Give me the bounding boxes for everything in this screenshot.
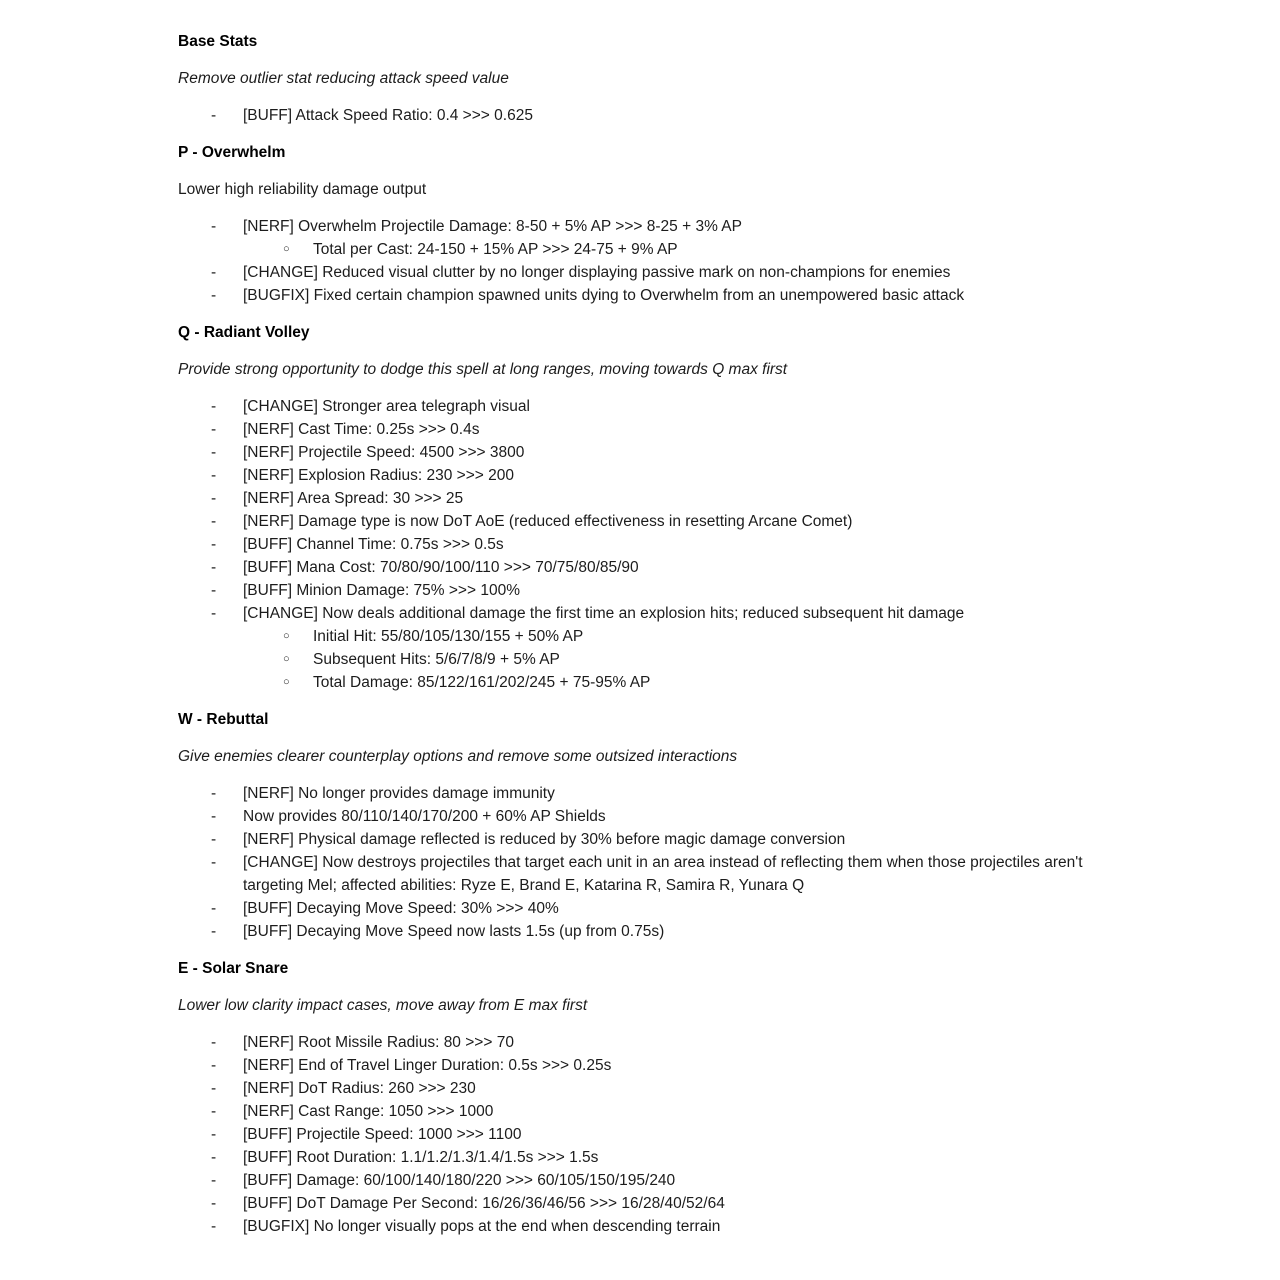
change-item	[211, 920, 1130, 943]
change-item	[211, 533, 1130, 556]
change-item	[211, 418, 1130, 441]
dash-bullet-icon: -	[211, 398, 217, 415]
change-text: [CHANGE] Reduced visual clutter by no longer displaying passive mark on non-champions for enemies	[243, 264, 951, 281]
sub-change-item	[283, 671, 1130, 694]
section-description: Lower high reliability damage output	[178, 181, 427, 198]
change-text: [BUGFIX] Fixed certain champion spawned units dying to Overwhelm from an unempowered basic attack	[243, 287, 965, 304]
change-item	[211, 104, 1130, 127]
patch-section	[178, 30, 1130, 127]
dash-bullet-icon: -	[211, 218, 217, 235]
change-item	[211, 782, 1130, 805]
change-text: [BUFF] Minion Damage: 75% >>> 100%	[243, 582, 520, 599]
change-text: [NERF] Projectile Speed: 4500 >>> 3800	[243, 444, 525, 461]
sub-change-text: Total per Cast: 24-150 + 15% AP >>> 24-75 + 9% AP	[313, 241, 678, 258]
dash-bullet-icon: -	[211, 1172, 217, 1189]
change-item	[211, 510, 1130, 533]
change-text: [NERF] Area Spread: 30 >>> 25	[243, 490, 464, 507]
section-description: Provide strong opportunity to dodge this spell at long ranges, moving towards Q max first	[178, 361, 788, 378]
change-text: [CHANGE] Stronger area telegraph visual	[243, 398, 530, 415]
dash-bullet-icon: -	[211, 490, 217, 507]
dash-bullet-icon: -	[211, 467, 217, 484]
section-heading: E - Solar Snare	[178, 960, 289, 977]
dash-bullet-icon: -	[211, 831, 217, 848]
sub-change-text: Total Damage: 85/122/161/202/245 + 75-95% AP	[313, 674, 651, 691]
dash-bullet-icon: -	[211, 582, 217, 599]
change-text: [NERF] Damage type is now DoT AoE (reduced effectiveness in resetting Arcane Comet)	[243, 513, 853, 530]
section-description: Lower low clarity impact cases, move away from E max first	[178, 997, 588, 1014]
change-item	[211, 851, 1130, 897]
dash-bullet-icon: -	[211, 287, 217, 304]
dash-bullet-icon: -	[211, 536, 217, 553]
dash-bullet-icon: -	[211, 559, 217, 576]
change-text: [NERF] Cast Range: 1050 >>> 1000	[243, 1103, 494, 1120]
dash-bullet-icon: -	[211, 444, 217, 461]
sub-bullet-list	[243, 625, 1130, 694]
dash-bullet-icon: -	[211, 1195, 217, 1212]
change-text: [CHANGE] Now deals additional damage the first time an explosion hits; reduced subsequent hit damage	[243, 605, 965, 622]
dash-bullet-icon: -	[211, 1080, 217, 1097]
section-description: Remove outlier stat reducing attack speed value	[178, 70, 509, 87]
change-item	[211, 261, 1130, 284]
circle-bullet-icon: ○	[283, 630, 290, 642]
sub-change-item	[283, 625, 1130, 648]
change-item	[211, 1169, 1130, 1192]
change-text: [BUGFIX] No longer visually pops at the end when descending terrain	[243, 1218, 721, 1235]
change-text: [BUFF] Decaying Move Speed: 30% >>> 40%	[243, 900, 559, 917]
dash-bullet-icon: -	[211, 1149, 217, 1166]
bullet-list	[178, 215, 1130, 307]
section-heading: P - Overwhelm	[178, 144, 286, 161]
change-text: [BUFF] Root Duration: 1.1/1.2/1.3/1.4/1.5s >>> 1.5s	[243, 1149, 599, 1166]
change-text: [BUFF] DoT Damage Per Second: 16/26/36/46/56 >>> 16/28/40/52/64	[243, 1195, 725, 1212]
change-item	[211, 1100, 1130, 1123]
change-text: [NERF] Physical damage reflected is reduced by 30% before magic damage conversion	[243, 831, 846, 848]
change-item	[211, 487, 1130, 510]
change-item	[211, 464, 1130, 487]
change-item	[211, 897, 1130, 920]
change-item	[211, 1054, 1130, 1077]
dash-bullet-icon: -	[211, 785, 217, 802]
change-item	[211, 602, 1130, 694]
change-item	[211, 1146, 1130, 1169]
change-text: Now provides 80/110/140/170/200 + 60% AP Shields	[243, 808, 606, 825]
change-text: [BUFF] Channel Time: 0.75s >>> 0.5s	[243, 536, 504, 553]
change-text: [CHANGE] Now destroys projectiles that target each unit in an area instead of reflecting them when those projectiles aren't targeting Mel; affected abilities: Ryze E, Brand E, Katarina R, Samira R, Yunara Q	[243, 854, 1083, 894]
change-text: [BUFF] Mana Cost: 70/80/90/100/110 >>> 70/75/80/85/90	[243, 559, 639, 576]
dash-bullet-icon: -	[211, 1126, 217, 1143]
dash-bullet-icon: -	[211, 421, 217, 438]
dash-bullet-icon: -	[211, 808, 217, 825]
circle-bullet-icon: ○	[283, 653, 290, 665]
change-item	[211, 215, 1130, 261]
change-item	[211, 1192, 1130, 1215]
change-item	[211, 1031, 1130, 1054]
patch-section	[178, 957, 1130, 1238]
dash-bullet-icon: -	[211, 605, 217, 622]
circle-bullet-icon: ○	[283, 243, 290, 255]
change-item	[211, 556, 1130, 579]
dash-bullet-icon: -	[211, 513, 217, 530]
change-item	[211, 1077, 1130, 1100]
change-text: [NERF] End of Travel Linger Duration: 0.5s >>> 0.25s	[243, 1057, 612, 1074]
sub-bullet-list	[243, 238, 1130, 261]
dash-bullet-icon: -	[211, 1034, 217, 1051]
change-item	[211, 1123, 1130, 1146]
dash-bullet-icon: -	[211, 854, 217, 871]
change-text: [NERF] No longer provides damage immunity	[243, 785, 555, 802]
dash-bullet-icon: -	[211, 900, 217, 917]
change-text: [NERF] Overwhelm Projectile Damage: 8-50 + 5% AP >>> 8-25 + 3% AP	[243, 218, 742, 235]
change-text: [BUFF] Projectile Speed: 1000 >>> 1100	[243, 1126, 522, 1143]
change-text: [NERF] Root Missile Radius: 80 >>> 70	[243, 1034, 514, 1051]
change-text: [NERF] DoT Radius: 260 >>> 230	[243, 1080, 476, 1097]
dash-bullet-icon: -	[211, 923, 217, 940]
change-item	[211, 1215, 1130, 1238]
dash-bullet-icon: -	[211, 1103, 217, 1120]
change-text: [BUFF] Damage: 60/100/140/180/220 >>> 60/105/150/195/240	[243, 1172, 676, 1189]
circle-bullet-icon: ○	[283, 676, 290, 688]
bullet-list	[178, 1031, 1130, 1238]
change-item	[211, 805, 1130, 828]
change-item	[211, 284, 1130, 307]
section-heading: Base Stats	[178, 33, 258, 50]
change-text: [BUFF] Decaying Move Speed now lasts 1.5s (up from 0.75s)	[243, 923, 665, 940]
patch-section	[178, 708, 1130, 943]
change-item	[211, 441, 1130, 464]
section-heading: Q - Radiant Volley	[178, 324, 310, 341]
dash-bullet-icon: -	[211, 1057, 217, 1074]
change-item	[211, 395, 1130, 418]
sub-change-item	[283, 648, 1130, 671]
change-item	[211, 579, 1130, 602]
bullet-list	[178, 104, 1130, 127]
dash-bullet-icon: -	[211, 264, 217, 281]
sub-change-text: Subsequent Hits: 5/6/7/8/9 + 5% AP	[313, 651, 560, 668]
sub-change-item	[283, 238, 1130, 261]
change-text: [NERF] Explosion Radius: 230 >>> 200	[243, 467, 514, 484]
bullet-list	[178, 395, 1130, 694]
bullet-list	[178, 782, 1130, 943]
dash-bullet-icon: -	[211, 1218, 217, 1235]
change-item	[211, 828, 1130, 851]
section-description: Give enemies clearer counterplay options and remove some outsized interactions	[178, 748, 738, 765]
patch-section	[178, 321, 1130, 694]
patch-section	[178, 141, 1130, 307]
dash-bullet-icon: -	[211, 107, 217, 124]
change-text: [BUFF] Attack Speed Ratio: 0.4 >>> 0.625	[243, 107, 533, 124]
change-text: [NERF] Cast Time: 0.25s >>> 0.4s	[243, 421, 480, 438]
sub-change-text: Initial Hit: 55/80/105/130/155 + 50% AP	[313, 628, 584, 645]
section-heading: W - Rebuttal	[178, 711, 269, 728]
